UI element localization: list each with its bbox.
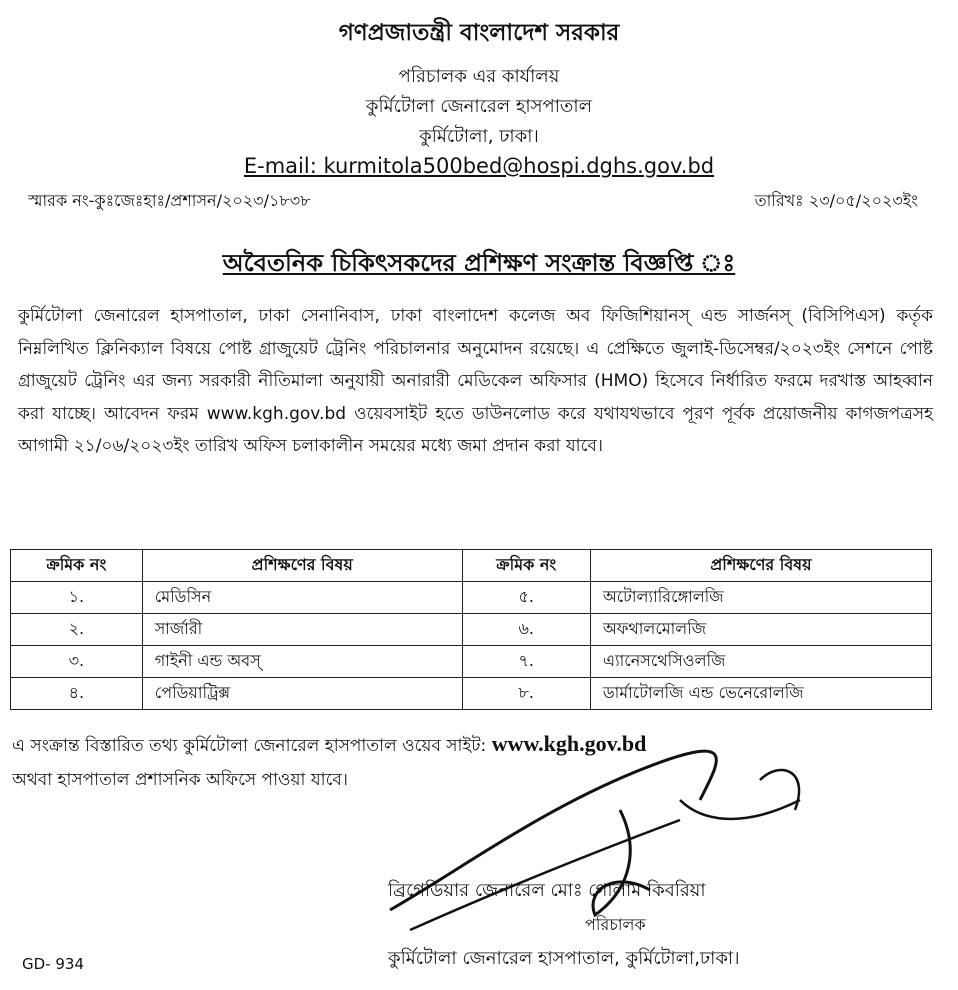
notice-title-text: অবৈতনিক চিকিৎসকদের প্রশিক্ষণ সংক্রান্ত বিজ্ঞপ্তি ঃ (222, 249, 736, 277)
subject-cell: অফথালমোলজি (590, 614, 931, 646)
government-title: গণপ্রজাতন্ত্রী বাংলাদেশ সরকার (338, 20, 620, 46)
memo-number: স্মারক নং-কুঃজেঃহাঃ/প্রশাসন/২০২৩/১৮৩৮ (28, 191, 311, 210)
subject-cell: ডার্মাটোলজি এন্ড ভেনেরোলজি (590, 678, 931, 710)
table-row (11, 582, 932, 614)
header-subject-1: প্রশিক্ষণের বিষয় (142, 550, 462, 582)
hospital-address: কুর্মিটোলা, ঢাকা। (419, 126, 539, 147)
serial-cell: ৫. (462, 582, 590, 614)
subject-cell: পেডিয়াট্রিক্স (142, 678, 462, 710)
signatory-designation: পরিচালক (585, 915, 646, 934)
signatory-office: কুর্মিটোলা জেনারেল হাসপাতাল, কুর্মিটোলা,ঢাকা। (388, 948, 740, 969)
email-link[interactable]: E-mail: kurmitola500bed@hospi.dghs.gov.bd (243, 154, 715, 178)
subject-cell: মেডিসিন (142, 582, 462, 614)
table-row (11, 646, 932, 678)
serial-cell: ২. (11, 614, 143, 646)
table-row (11, 678, 932, 710)
handwritten-signature (380, 740, 840, 940)
header-serial-1: ক্রমিক নং (11, 550, 143, 582)
subject-cell: সার্জারী (142, 614, 462, 646)
website-link[interactable]: www.kgh.gov.bd (491, 731, 647, 756)
table-row (11, 614, 932, 646)
subject-cell: গাইনী এন্ড অবস্ (142, 646, 462, 678)
header-subject-2: প্রশিক্ষণের বিষয় (590, 550, 931, 582)
signatory-name: ব্রিগেডিয়ার জেনারেল মোঃ গোলাম কিবরিয়া (388, 880, 706, 901)
notice-paragraph: কুর্মিটোলা জেনারেল হাসপাতাল, ঢাকা সেনানিবাস, ঢাকা বাংলাদেশ কলেজ অব ফিজিশিয়ানস্ এন্ড সার্জনস্ (বিসিপিএস) কর্তৃক নিম্নলিখিত ক্লিনিক্যাল বিষয়ে পোষ্ট গ্রাজুয়েট ট্রেনিং পরিচালনার অনুমোদন রয়েছে। এ প্রেক্ষিতে জুলাই-ডিসেম্বর/২০২৩ইং সেশনে পোষ্ট গ্রাজুয়েট ট্রেনিং এর জন্য সরকারী নীতিমালা অনুযায়ী অনারারী মেডিকেল অফিসার (HMO) হিসেবে নির্ধারিত ফরমে দরখাস্ত আহব্বান করা যাচ্ছে। আবেদন ফরম www.kgh.gov.bd ওয়েবসাইট হতে ডাউনলোড করে যথাযথভাবে পূরণ পূর্বক প্রয়োজনীয় কাগজপত্রসহ আগামী ২১/০৬/২০২৩ইং তারিখ অফিস চলাকালীন সময়ের মধ্যে জমা প্রদান করা যাবে। (18, 306, 933, 456)
serial-cell: ৬. (462, 614, 590, 646)
reference-code: GD- 934 (22, 955, 84, 973)
hospital-name: কুর্মিটোলা জেনারেল হাসপাতাল (365, 96, 593, 117)
header-serial-2: ক্রমিক নং (462, 550, 590, 582)
notice-title (0, 245, 958, 285)
memo-date: তারিখঃ ২৩/০৫/২০২৩ইং (754, 191, 918, 210)
serial-cell: ৮. (462, 678, 590, 710)
serial-cell: ১. (11, 582, 143, 614)
subject-cell: অটোল্যারিঙ্গোলজি (590, 582, 931, 614)
office-title: পরিচালক এর কার্যালয় (398, 66, 560, 87)
footer-info-text-2: অথবা হাসপাতাল প্রশাসনিক অফিসে পাওয়া যাবে। (12, 770, 348, 790)
email-line (0, 154, 958, 178)
serial-cell: ৭. (462, 646, 590, 678)
footer-info-text: এ সংক্রান্ত বিস্তারিত তথ্য কুর্মিটোলা জেনারেল হাসপাতাল ওয়েব সাইট: (12, 736, 487, 756)
serial-cell: ৪. (11, 678, 143, 710)
subject-cell: এ্যানেসথেসিওলজি (590, 646, 931, 678)
table-header-row (11, 550, 932, 582)
training-subjects-table (10, 549, 932, 710)
serial-cell: ৩. (11, 646, 143, 678)
